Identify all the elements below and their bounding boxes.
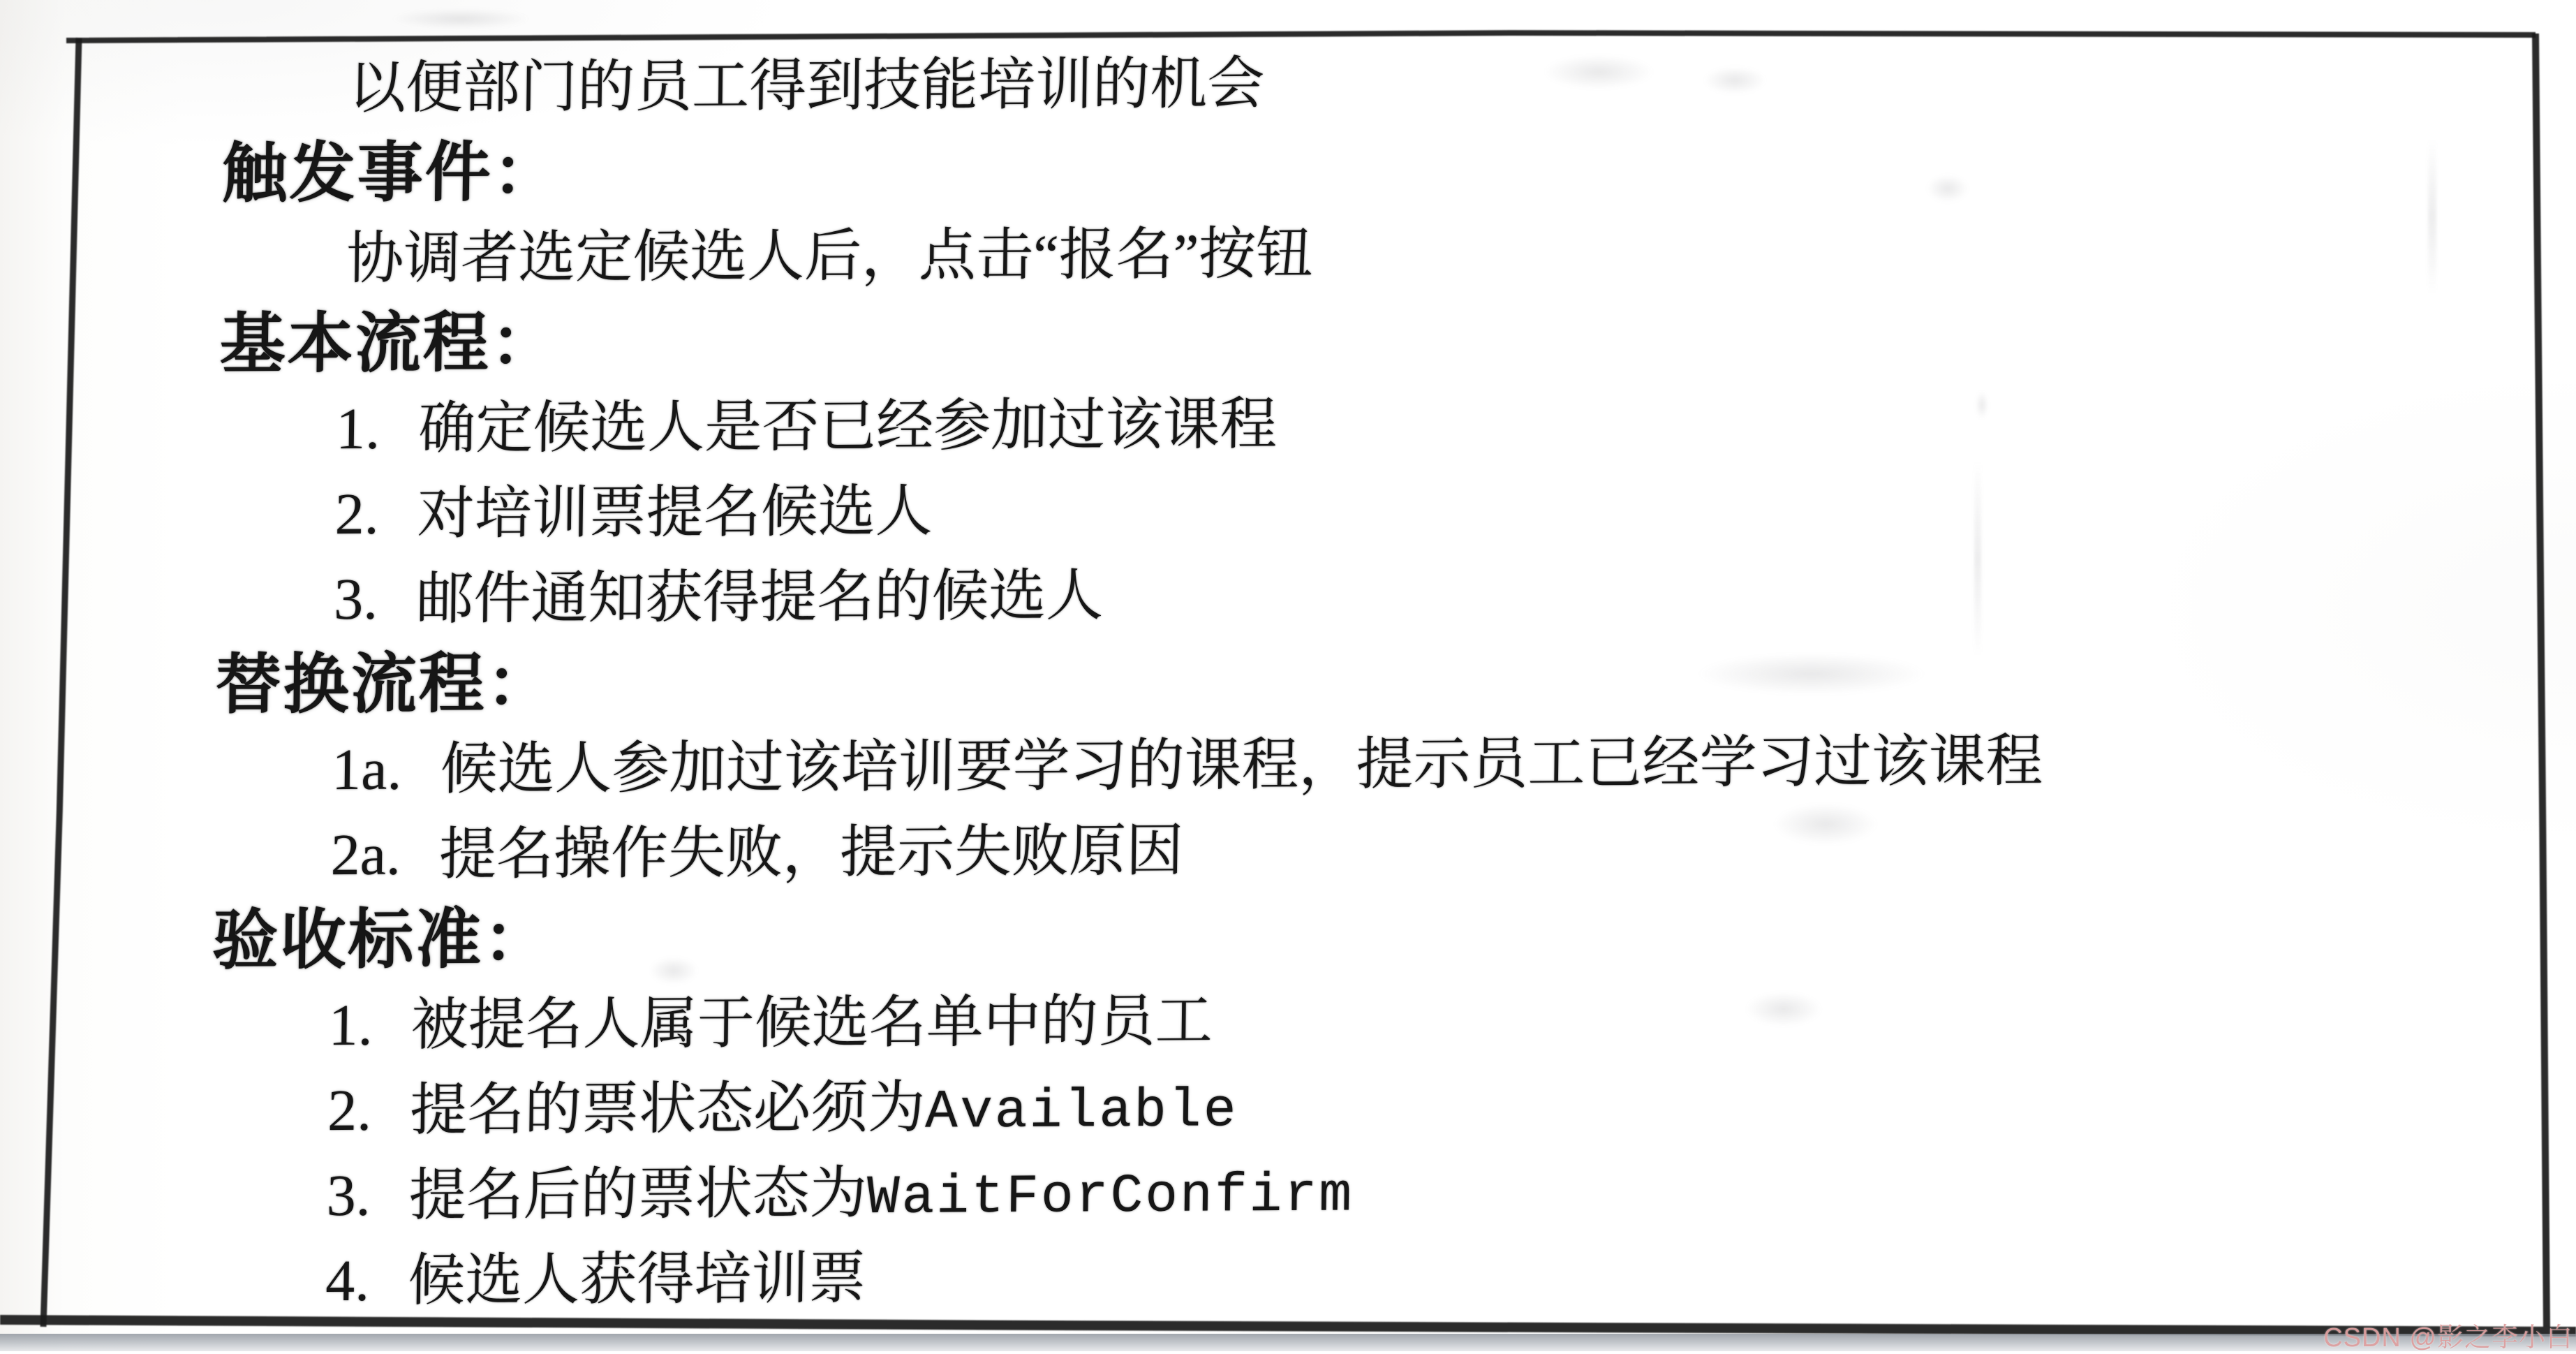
section-header: 替换流程： (215, 645, 555, 723)
list-item-number: 4. (325, 1248, 370, 1314)
list-item-text: 被提名人属于候选名单中的员工 (410, 989, 1213, 1057)
list-item (0, 460, 2570, 559)
list-item-text: 确定候选人是否已经参加过该课程 (417, 392, 1278, 461)
list-item (0, 801, 2567, 899)
list-item-number: 3. (326, 1163, 371, 1229)
list-item-text: 邮件通知获得提名的候选人 (415, 564, 1104, 631)
list-item-text: 候选人参加过该培训要学习的课程，提示员工已经学习过该课程 (440, 729, 2044, 802)
list-item-text: 对培训票提名候选人 (417, 479, 933, 546)
list-item-text: 候选人获得培训票 (407, 1246, 866, 1313)
body-text-line: 以便部门的员工得到技能培训的机会 (348, 52, 1265, 120)
list-item-number: 1a. (331, 737, 403, 803)
list-item-number: 2. (334, 481, 380, 547)
list-item-number: 2a. (330, 822, 401, 888)
use-case-text-block (0, 34, 2576, 1325)
list-item (0, 971, 2565, 1070)
section-header: 验收标准： (212, 901, 552, 980)
list-item-text: 提名的票状态必须为 (409, 1075, 926, 1142)
list-item (0, 716, 2568, 814)
list-item-text: 提名操作失败，提示失败原因 (438, 818, 1184, 887)
list-item-number: 1. (328, 992, 373, 1059)
scan-smudge (391, 8, 531, 29)
body-text-line: 协调者选定候选人后，点击“报名”按钮 (346, 221, 1314, 290)
section-header: 触发事件： (221, 134, 561, 212)
csdn-watermark: CSDN @影之李小白 (2323, 1323, 2573, 1353)
list-item-text: 提名后的票状态为 (408, 1161, 868, 1228)
list-item-number: 3. (333, 566, 378, 633)
list-item (0, 1142, 2563, 1240)
list-item-number: 2. (327, 1077, 372, 1144)
list-item (0, 545, 2570, 644)
list-item (0, 1227, 2561, 1325)
list-item (0, 375, 2572, 473)
photo-bottom-edge (0, 1334, 2576, 1351)
list-item (0, 1057, 2563, 1155)
status-code-text: Available (924, 1080, 1239, 1144)
status-code-text: WaitForConfirm (866, 1165, 1354, 1230)
list-item-number: 1. (335, 396, 380, 462)
section-header: 基本流程： (219, 304, 559, 383)
